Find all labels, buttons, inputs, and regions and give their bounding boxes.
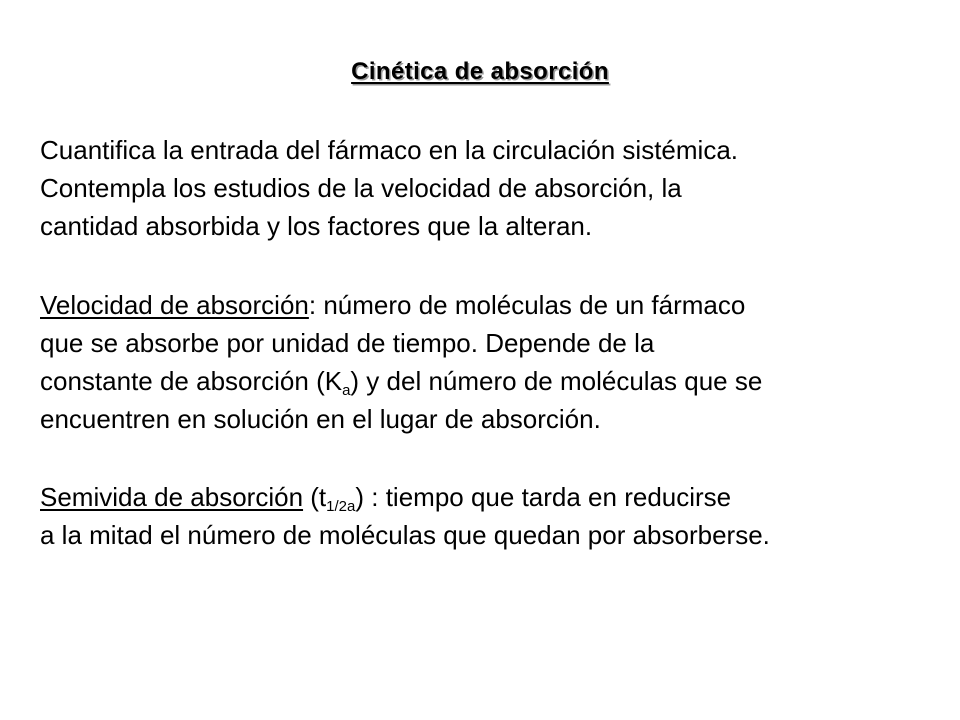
half-life-line: [40, 478, 940, 516]
velocity-ka-prefix: constante de absorción (K: [40, 366, 343, 396]
velocity-term: Velocidad de absorción: [40, 290, 309, 320]
velocity-line: [40, 362, 940, 400]
title-container: [0, 52, 960, 92]
velocity-colon: :: [308, 290, 324, 320]
ka-subscript: a: [342, 382, 351, 399]
half-life-paren-open: (t: [303, 482, 327, 512]
half-life-line: a la mitad el número de moléculas que quedan por absorberse.: [40, 520, 770, 550]
velocity-line: que se absorbe por unidad de tiempo. Depende de la: [40, 328, 655, 358]
half-life-subscript: 1/2a: [326, 498, 356, 515]
intro-line: cantidad absorbida y los factores que la alteran.: [40, 211, 593, 241]
intro-paragraph: [40, 131, 940, 245]
half-life-paragraph: [40, 478, 940, 554]
slide-title: Cinética de absorción: [351, 58, 609, 85]
velocity-line: encuentren en solución en el lugar de absorción.: [40, 404, 601, 434]
half-life-term: Semivida de absorción: [40, 482, 304, 512]
velocity-ka-suffix: ) y del número de moléculas que se: [350, 366, 763, 396]
intro-line: Cuantifica la entrada del fármaco en la circulación sistémica.: [40, 135, 739, 165]
half-life-paren-close: ) :: [355, 482, 386, 512]
half-life-definition-start: tiempo que tarda en reducirse: [385, 482, 732, 512]
intro-line: Contempla los estudios de la velocidad de absorción, la: [40, 173, 682, 203]
velocity-paragraph: [40, 286, 940, 438]
velocity-line: [40, 286, 940, 324]
velocity-definition-start: número de moléculas de un fármaco: [323, 290, 746, 320]
